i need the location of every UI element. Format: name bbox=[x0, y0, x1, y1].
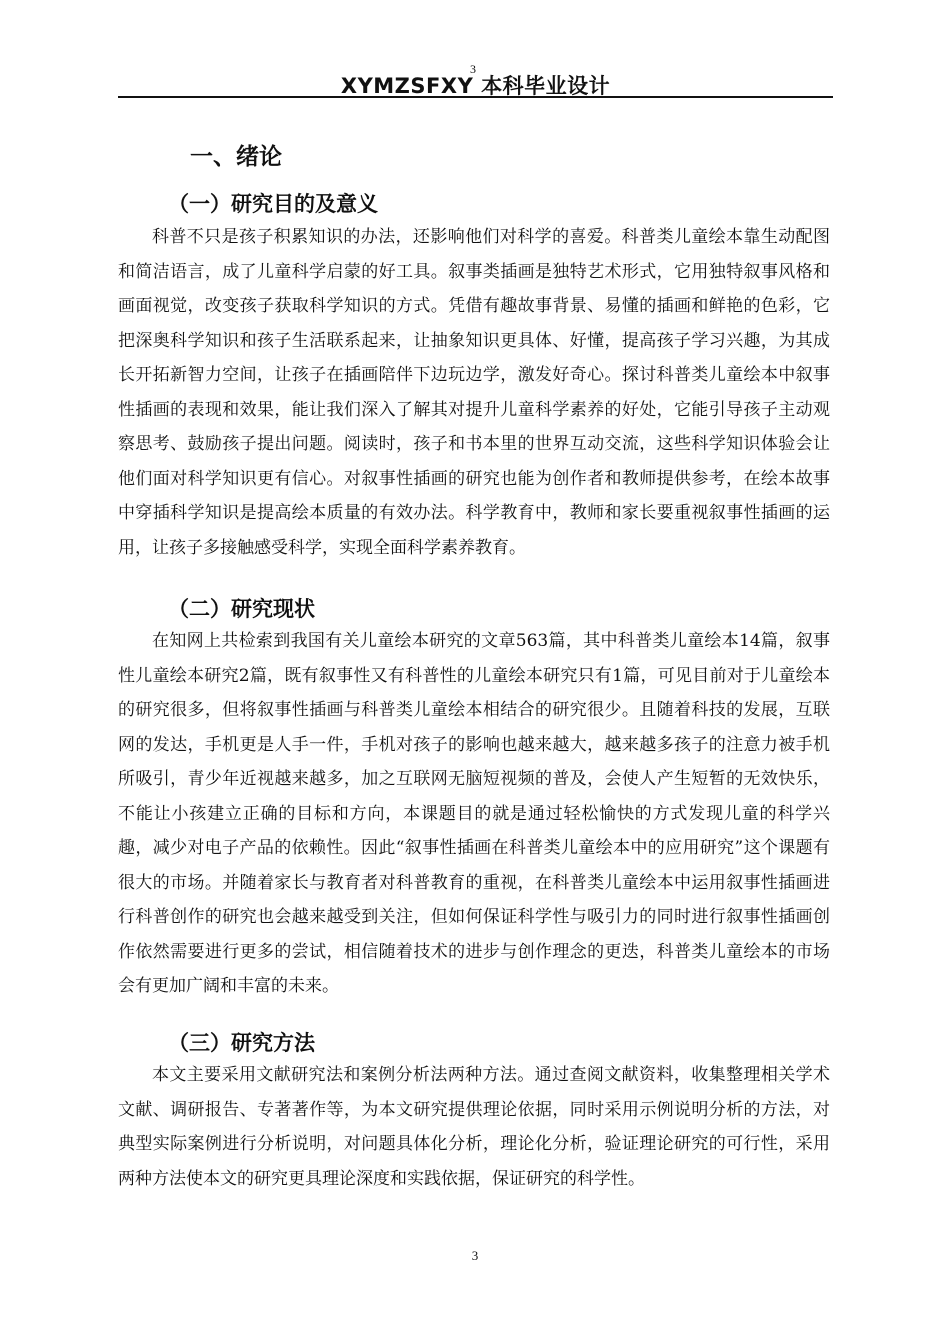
header-rule bbox=[118, 96, 833, 98]
paragraph-text: 本文主要采用文献研究法和案例分析法两种方法。通过查阅文献资料，收集整理相关学术文献、调研报告、专著著作等，为本文研究提供理论依据，同时采用示例说明分析的方法，对典型实际案例进行分析说明，对问题具体化分析，理论化分析，验证理论研究的可行性，采用两种方法使本文的研究更具理论深度和实践依据，保证研究的科学性。 bbox=[118, 1065, 830, 1189]
page-number: 3 bbox=[471, 1248, 479, 1263]
chapter-heading: 一、绪论 bbox=[190, 144, 282, 170]
paragraph-text: 科普不只是孩子积累知识的办法，还影响他们对科学的喜爱。科普类儿童绘本靠生动配图和简洁语言，成了儿童科学启蒙的好工具。叙事类插画是独特艺术形式，它用独特叙事风格和画面视觉，改变孩子获取科学知识的方式。凭借有趣故事背景、易懂的插画和鲜艳的色彩，它把深奥科学知识和孩子生活联系起来，让抽象知识更具体、好懂，提高孩子学习兴趣，为其成长开拓新智力空间，让孩子在插画陪伴下边玩边学，激发好奇心。探讨科普类儿童绘本中叙事性插画的表现和效果，能让我们深入了解其对提升儿童科学素养的好处，它能引导孩子主动观察思考、鼓励孩子提出问题。阅读时，孩子和书本里的世界互动交流，这些科学知识体验会让他们面对科学知识更有信心。对叙事性插画的研究也能为创作者和教师提供参考，在绘本故事中穿插科学知识是提高绘本质量的有效办法。科学教育中，教师和家长要重视叙事性插画的运用，让孩子多接触感受科学，实现全面科学素养教育。 bbox=[118, 227, 830, 558]
section-heading-purpose: （一）研究目的及意义 bbox=[168, 192, 378, 216]
paragraph-status bbox=[118, 624, 830, 1004]
paragraph-purpose bbox=[118, 220, 830, 565]
header-title: XYMZSFXY 本科毕业设计 bbox=[340, 74, 611, 98]
section-heading-method: （三）研究方法 bbox=[168, 1031, 315, 1055]
page-header bbox=[118, 64, 833, 98]
paragraph-text: 在知网上共检索到我国有关儿童绘本研究的文章563篇，其中科普类儿童绘本14篇，叙事性儿童绘本研究2篇，既有叙事性又有科普性的儿童绘本研究只有1篇，可见目前对于儿童绘本的研究很多，但将叙事性插画与科普类儿童绘本相结合的研究很少。且随着科技的发展，互联网的发达，手机更是人手一件，手机对孩子的影响也越来越大，越来越多孩子的注意力被手机所吸引，青少年近视越来越多，加之互联网无脑短视频的普及，会使人产生短暂的无效快乐，不能让小孩建立正确的目标和方向，本课题目的就是通过轻松愉快的方式发现儿童的科学兴趣，减少对电子产品的依赖性。因此“叙事性插画在科普类儿童绘本中的应用研究”这个课题有很大的市场。并随着家长与教育者对科普教育的重视，在科普类儿童绘本中运用叙事性插画进行科普创作的研究也会越来越受到关注，但如何保证科学性与吸引力的同时进行叙事性插画创作依然需要进行更多的尝试，相信随着技术的进步与创作理念的更迭，科普类儿童绘本的市场会有更加广阔和丰富的未来。 bbox=[118, 631, 830, 996]
header-page-mark: 3 bbox=[470, 62, 476, 76]
paragraph-method bbox=[118, 1058, 830, 1196]
section-heading-status: （二）研究现状 bbox=[168, 597, 315, 621]
